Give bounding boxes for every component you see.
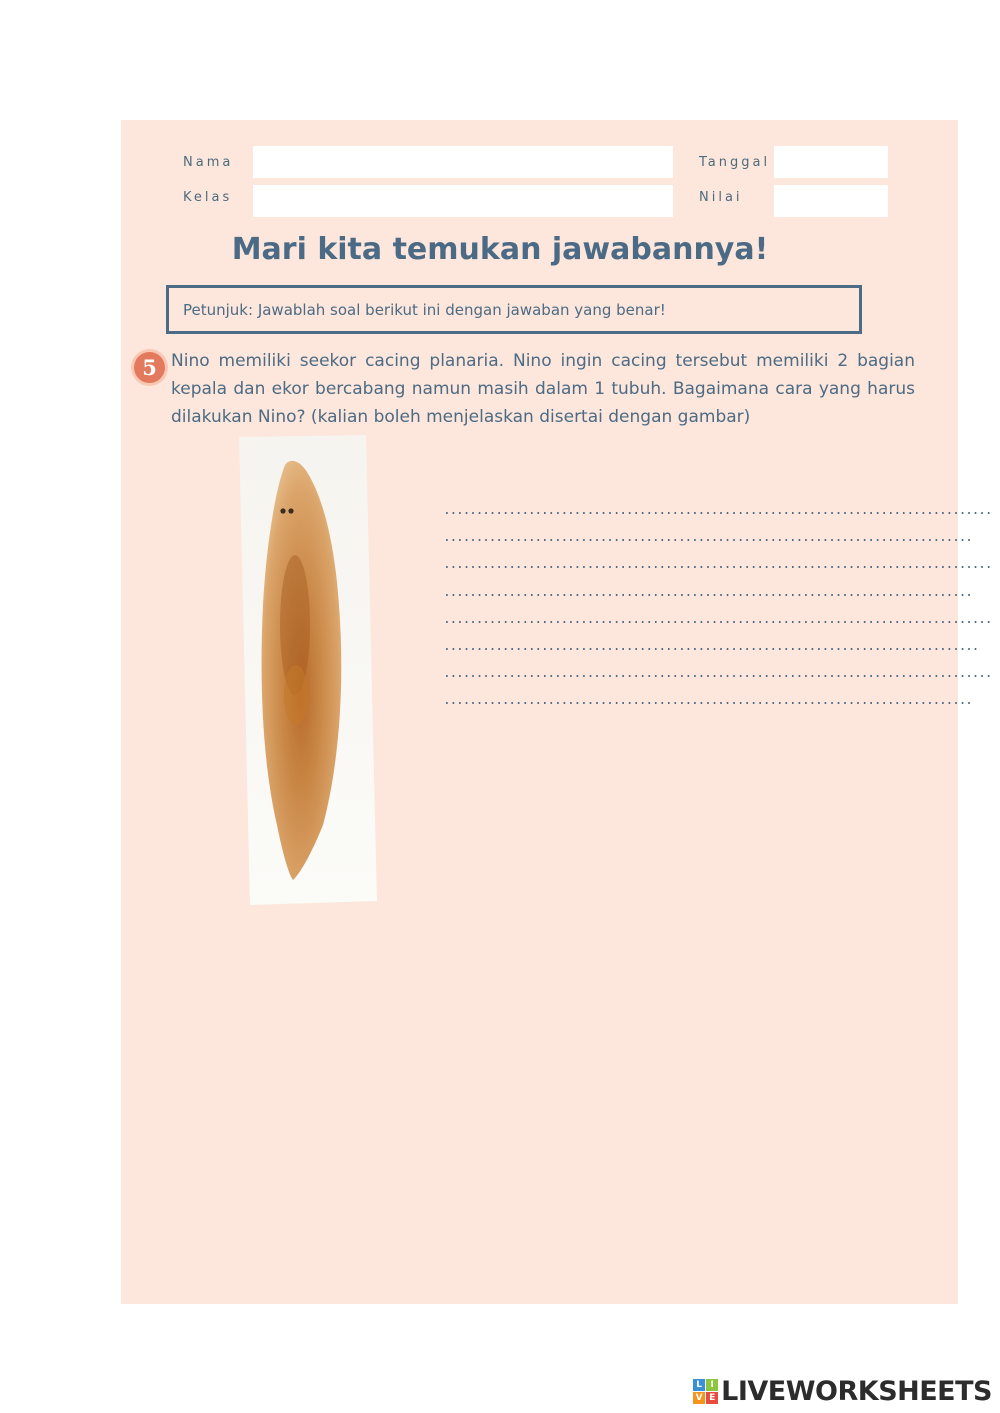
answer-line[interactable]: ................................................................................. <box>443 530 972 546</box>
answer-line[interactable]: ................................................................................. <box>443 584 972 600</box>
liveworksheets-brand <box>693 1376 992 1407</box>
question-number: 5 <box>142 355 157 380</box>
brand-text: LIVEWORKSHEETS <box>721 1376 992 1407</box>
planaria-image <box>239 435 379 907</box>
answer-line[interactable]: .................................................................................... <box>443 557 992 573</box>
answer-line[interactable]: .................................................................................. <box>443 638 979 654</box>
name-label: Nama <box>183 155 234 170</box>
score-field[interactable] <box>774 185 888 217</box>
answer-line[interactable]: .................................................................................... <box>443 503 992 518</box>
logo-letter: V <box>693 1392 705 1404</box>
question-number-badge <box>134 352 165 383</box>
date-field[interactable] <box>774 146 888 178</box>
class-label: Kelas <box>183 190 233 205</box>
answer-line[interactable]: .................................................................................... <box>443 666 992 682</box>
answer-line[interactable]: .................................................................................... <box>443 611 992 627</box>
liveworksheets-logo-icon <box>693 1379 718 1404</box>
class-field[interactable] <box>253 185 673 217</box>
instruction-box <box>166 285 862 334</box>
logo-letter: I <box>706 1379 718 1391</box>
answer-area[interactable] <box>443 497 992 715</box>
instruction-text: Petunjuk: Jawablah soal berikut ini dengan jawaban yang benar! <box>183 300 666 319</box>
date-label: Tanggal <box>699 155 771 170</box>
answer-line[interactable]: ................................................................................. <box>443 693 972 709</box>
page-title: Mari kita temukan jawabannya! <box>231 232 769 267</box>
question-text: Nino memiliki seekor cacing planaria. Nino ingin cacing tersebut memiliki 2 bagian kepala dan ekor bercabang namun masih dalam 1 tubuh. Bagaimana cara yang harus dilakukan Nino? (kalian boleh menjelaskan disertai dengan gambar) <box>171 351 915 427</box>
score-label: Nilai <box>699 190 743 205</box>
logo-letter: L <box>693 1379 705 1391</box>
logo-letter: E <box>706 1392 718 1404</box>
name-field[interactable] <box>253 146 673 178</box>
